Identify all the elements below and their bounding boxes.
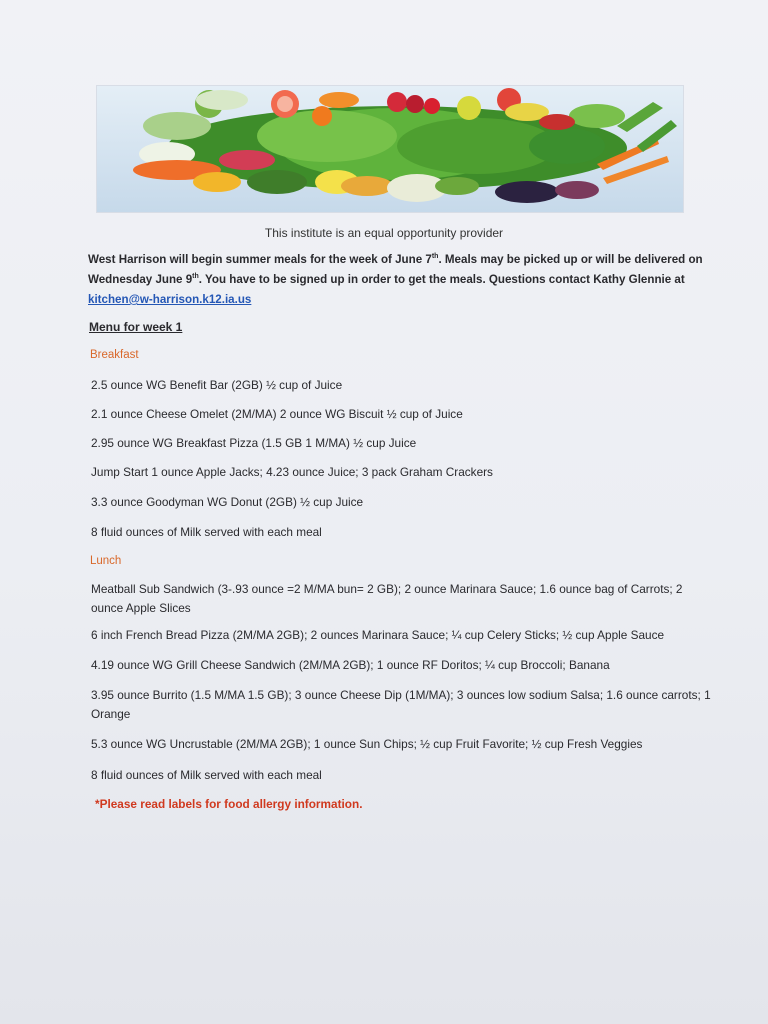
lunch-milk-item: 8 fluid ounces of Milk served with each meal [91,768,322,782]
lunch-item: 4.19 ounce WG Grill Cheese Sandwich (2M/MA 2GB); 1 ounce RF Doritos; ¼ cup Broccoli; Banana [91,658,610,672]
lunch-item: Meatball Sub Sandwich (3-.93 ounce =2 M/MA bun= 2 GB); 2 ounce Marinara Sauce; 1.6 ounce bag of Carrots; 2 ounce Apple Slices [91,582,683,615]
lunch-label: Lunch [90,555,122,567]
breakfast-item: 2.1 ounce Cheese Omelet (2M/MA) 2 ounce WG Biscuit ½ cup of Juice [91,407,463,421]
lunch-item: 5.3 ounce WG Uncrustable (2M/MA 2GB); 1 ounce Sun Chips; ½ cup Fruit Favorite; ½ cup Fresh Veggies [91,737,643,751]
intro-sup-second: th [192,273,199,281]
intro-paragraph [88,250,708,310]
equal-opportunity-statement: This institute is an equal opportunity provider [264,226,504,240]
breakfast-item: Jump Start 1 ounce Apple Jacks; 4.23 ounce Juice; 3 pack Graham Crackers [91,465,493,479]
vegetables-banner-image [97,86,683,212]
breakfast-label: Breakfast [90,349,139,361]
breakfast-milk-item: 8 fluid ounces of Milk served with each meal [91,525,322,539]
intro-text-start: West Harrison will begin summer meals for the week of June 7 [88,253,432,266]
intro-text-middle: . Meals may be picked up or will be delivered on Wednesday June 9 [88,253,703,286]
allergy-note: *Please read labels for food allergy information. [95,797,363,811]
breakfast-item: 2.95 ounce WG Breakfast Pizza (1.5 GB 1 M/MA) ½ cup Juice [91,436,417,450]
vegetables-illustration [97,86,683,212]
breakfast-item: 3.3 ounce Goodyman WG Donut (2GB) ½ cup Juice [91,495,364,509]
contact-email-link[interactable]: kitchen@w-harrison.k12.ia.us [88,293,252,306]
menu-heading: Menu for week 1 [89,320,183,334]
intro-sup-first: th [431,253,439,261]
lunch-item: 6 inch French Bread Pizza (2M/MA 2GB); 2 ounces Marinara Sauce; ¼ cup Celery Sticks; ½ cup Apple Sauce [91,628,665,642]
breakfast-item: 2.5 ounce WG Benefit Bar (2GB) ½ cup of Juice [91,378,343,392]
lunch-item: 3.95 ounce Burrito (1.5 M/MA 1.5 GB); 3 ounce Cheese Dip (1M/MA); 3 ounces low sodium Salsa; 1.6 ounce carrots; 1 Orange [91,688,711,721]
intro-text-end: . You have to be signed up in order to get the meals. Questions contact Kathy Glennie at [198,273,685,286]
